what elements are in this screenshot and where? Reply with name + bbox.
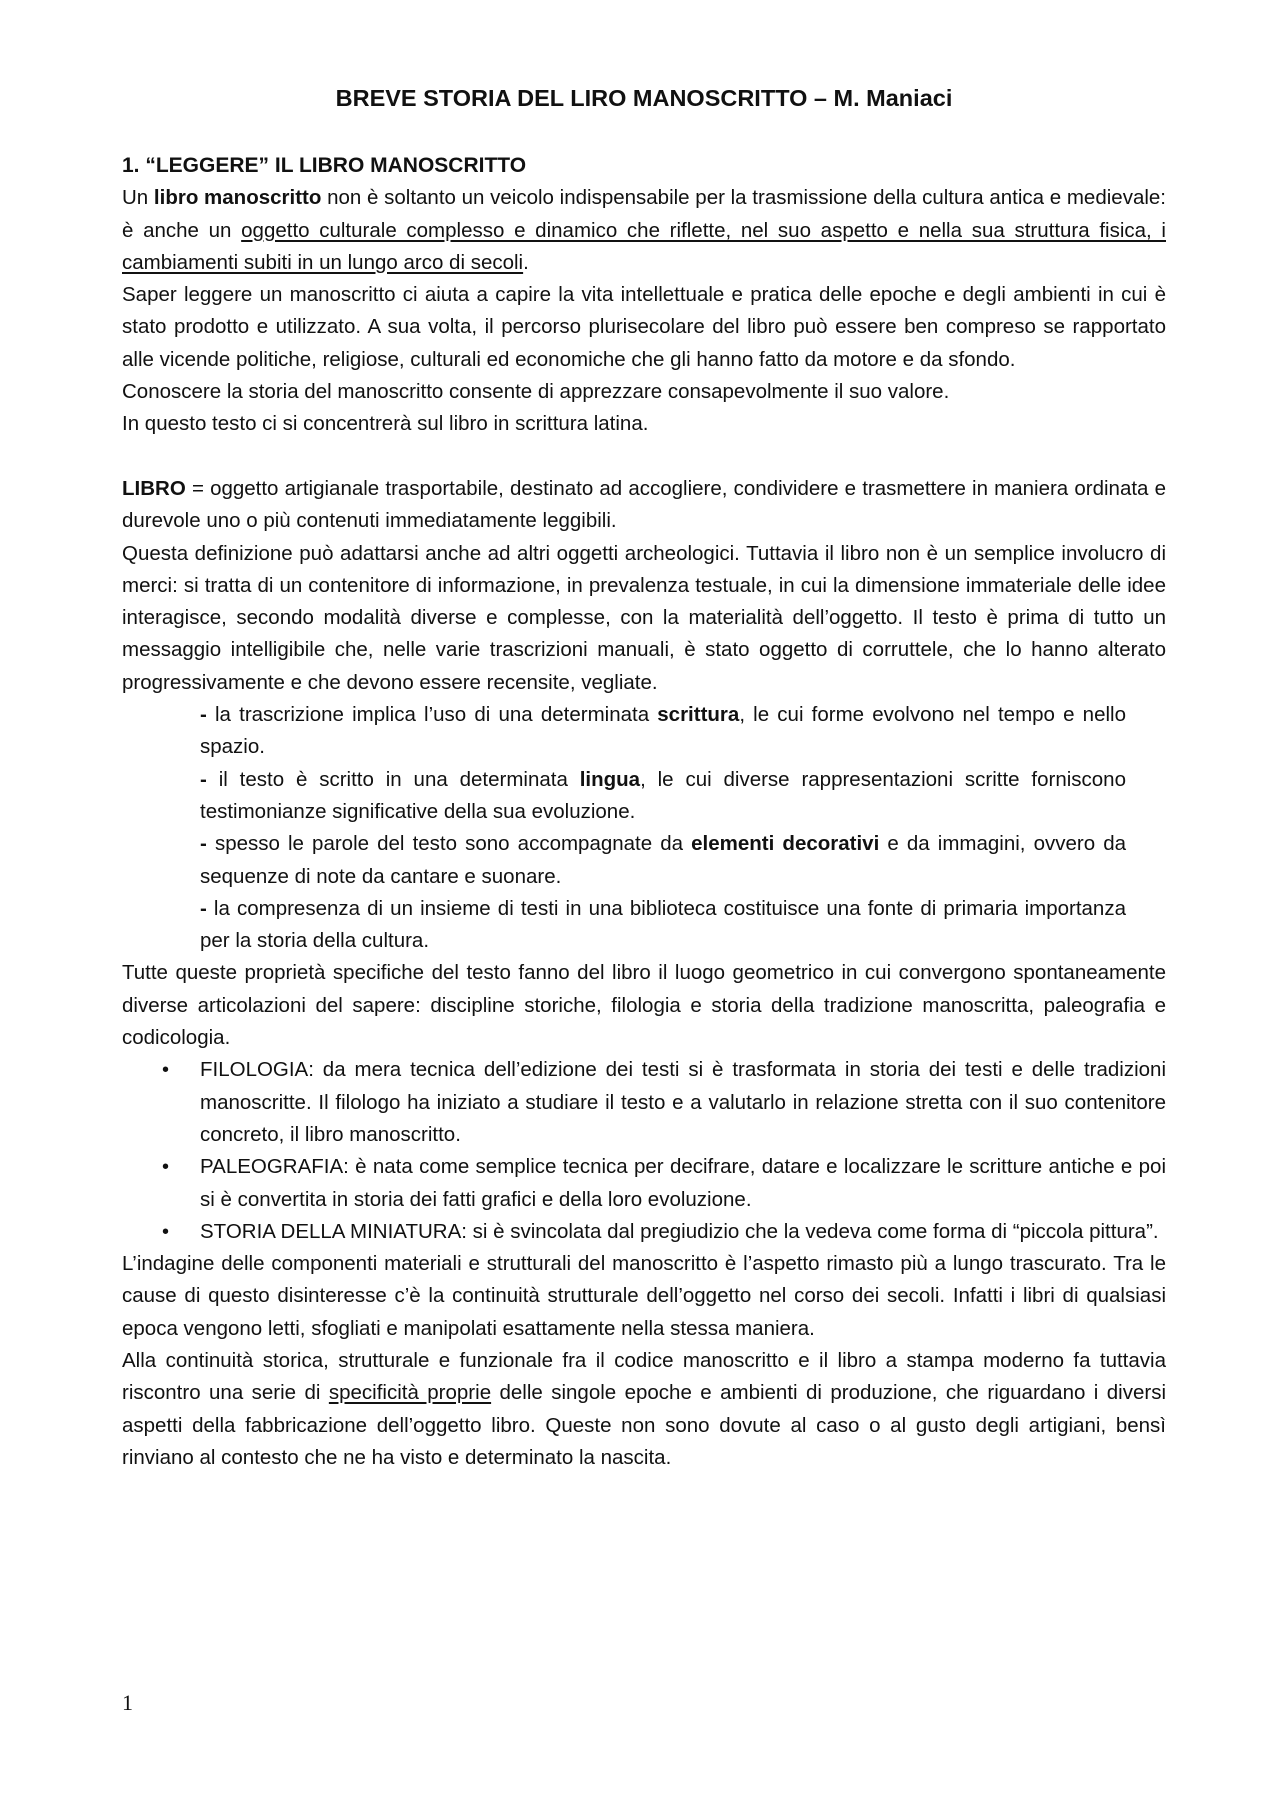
- bullet-list-item: [122, 1151, 1166, 1216]
- paragraph: [122, 1248, 1166, 1345]
- text-run: la compresenza di un insieme di testi in una biblioteca costituisce una fonte di primaria importanza per la storia della cultura.: [200, 896, 1126, 953]
- text-run: spesso le parole del testo sono accompagnate da: [214, 832, 692, 856]
- bullet-icon: •: [162, 1220, 170, 1243]
- paragraph-spacer: [122, 441, 1166, 473]
- paragraph: [122, 182, 1166, 279]
- page-number: 1: [122, 1690, 133, 1715]
- underlined-text: oggetto culturale complesso e dinamico che riflette, nel suo aspetto e nella sua struttura fisica, i cambiamenti subiti in un lungo arco di secoli: [122, 218, 1166, 274]
- paragraph: [122, 1345, 1166, 1474]
- document-title: BREVE STORIA DEL LIRO MANOSCRITTO – M. Maniaci: [335, 85, 953, 111]
- text-run: , le cui forme evolvono nel tempo e nello spazio.: [200, 703, 1126, 759]
- bold-text: lingua: [579, 767, 641, 791]
- bullet-icon: •: [162, 1059, 170, 1082]
- dash-list-item: [200, 764, 1126, 829]
- bold-text: libro manoscritto: [153, 186, 322, 210]
- bold-text: -: [200, 767, 219, 791]
- bold-text: -: [200, 703, 215, 727]
- bullet-list-item: [122, 1216, 1166, 1248]
- underlined-text: specificità proprie: [328, 1381, 492, 1405]
- text-run: delle singole epoche e ambienti di produzione, che riguardano i diversi aspetti della fabbricazione dell’oggetto libro. Queste non sono dovute al caso o al gusto degli artigiani, bensì rinviano al contesto che ne ha visto e determinato la nascita.: [122, 1381, 1166, 1469]
- text-run: la trascrizione implica l’uso di una determinata: [215, 703, 658, 727]
- text-run: il testo è scritto in una determinata: [218, 767, 580, 791]
- text-run: STORIA DELLA MINIATURA: si è svincolata dal pregiudizio che la vedeva come forma di “piccola pittura”.: [200, 1219, 1159, 1243]
- text-run: Conoscere la storia del manoscritto consente di apprezzare consapevolmente il suo valore.: [122, 380, 950, 404]
- text-run: PALEOGRAFIA: è nata come semplice tecnica per decifrare, datare e localizzare le scritture antiche e poi si è convertita in storia dei fatti grafici e della loro evoluzione.: [200, 1155, 1166, 1211]
- dash-list-item: [200, 893, 1126, 958]
- text-run: In questo testo ci si concentrerà sul libro in scrittura latina.: [122, 412, 649, 436]
- text-run: Questa definizione può adattarsi anche ad altri oggetti archeologici. Tuttavia il libro non è un semplice involucro di merci: si tratta di un contenitore di informazione, in prevalenza testuale, in cui la dimensione immateriale delle idee interagisce, secondo modalità diverse e complesse, con la materialità dell’oggetto. Il testo è prima di tutto un messaggio intelligibile che, nelle varie trascrizioni manuali, è stato oggetto di corruttele, che lo hanno alterato progressivamente e che devono essere recensite, vegliate.: [122, 541, 1166, 694]
- text-run: Alla continuità storica, strutturale e funzionale fra il codice manoscritto e il libro a stampa moderno fa tuttavia riscontro una serie di: [122, 1348, 1166, 1405]
- dash-list-item: [200, 828, 1126, 893]
- bullet-list-item: [122, 1054, 1166, 1151]
- paragraph: [122, 957, 1166, 1054]
- paragraph: [122, 376, 1166, 408]
- bullet-icon: •: [162, 1156, 170, 1179]
- paragraph: [122, 279, 1166, 376]
- bold-text: elementi decorativi: [691, 832, 880, 856]
- text-run: L’indagine delle componenti materiali e strutturali del manoscritto è l’aspetto rimasto più a lungo trascurato. Tra le cause di questo disinteresse c’è la continuità strutturale dell’oggetto nel corso dei secoli. Infatti i libri di qualsiasi epoca vengono letti, sfogliati e manipolati esattamente nella stessa maniera.: [122, 1252, 1166, 1340]
- text-run: = oggetto artigianale trasportabile, destinato ad accogliere, condividere e trasmettere in maniera ordinata e durevole uno o più contenuti immediatamente leggibili.: [122, 476, 1166, 533]
- bullet-list: [122, 1054, 1166, 1248]
- text-run: .: [523, 250, 529, 274]
- bold-text: -: [200, 896, 214, 920]
- text-run: non è soltanto un veicolo indispensabile per la trasmissione della cultura antica e medievale: è anche un: [122, 186, 1166, 242]
- text-run: Saper leggere un manoscritto ci aiuta a capire la vita intellettuale e pratica delle epoche e degli ambienti in cui è stato prodotto e utilizzato. A sua volta, il percorso plurisecolare del libro può essere ben compreso se rapportato alle vicende politiche, religiose, culturali ed economiche che gli hanno fatto da motore e da sfondo.: [122, 283, 1166, 371]
- paragraph: [122, 538, 1166, 699]
- section-heading: 1. “LEGGERE” IL LIBRO MANOSCRITTO: [122, 154, 527, 177]
- text-run: Un: [122, 186, 154, 210]
- document-body: [122, 150, 1166, 1474]
- paragraph: [122, 473, 1166, 538]
- text-run: FILOLOGIA: da mera tecnica dell’edizione dei testi si è trasformata in storia dei testi e delle tradizioni manoscritte. Il filologo ha iniziato a studiare il testo e a valutarlo in relazione stretta con il suo contenitore concreto, il libro manoscritto.: [200, 1058, 1166, 1146]
- bold-text: scrittura: [657, 703, 740, 727]
- bold-text: -: [200, 832, 215, 856]
- bold-text: LIBRO: [122, 476, 186, 500]
- text-run: , le cui diverse rappresentazioni scritte forniscono testimonianze significative della sua evoluzione.: [200, 767, 1126, 823]
- dash-list-item: [200, 699, 1126, 764]
- paragraph: [122, 408, 1166, 440]
- text-run: Tutte queste proprietà specifiche del testo fanno del libro il luogo geometrico in cui convergono spontaneamente diverse articolazioni del sapere: discipline storiche, filologia e storia della tradizione manoscritta, paleografia e codicologia.: [122, 961, 1166, 1050]
- text-run: e da immagini, ovvero da sequenze di note da cantare e suonare.: [200, 832, 1127, 888]
